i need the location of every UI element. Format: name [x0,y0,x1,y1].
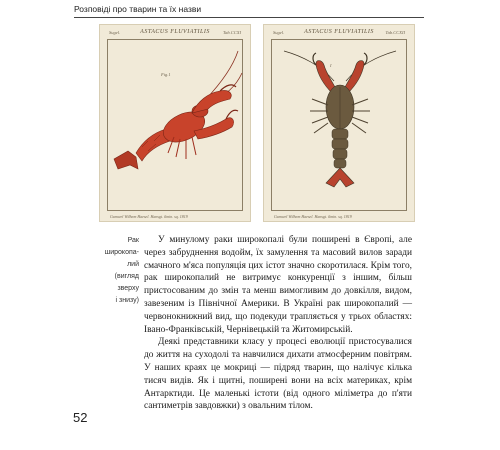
plate-caption: Gumwel Wilhem Haesel. Hansgt. ilmin. sq. 1819 [110,214,188,219]
plate-tag-left: Sugel. [109,30,121,35]
figure-label: I [330,63,332,68]
margin-caption [103,235,139,307]
body-text [144,234,412,413]
crayfish-top-illustration [272,41,408,207]
plate-tag-right: Tab.CCXI [223,30,241,35]
page-number: 52 [73,410,88,425]
plate-tag-left: Sugel. [273,30,285,35]
plate-title: ASTACUS FLUVIATILIS [140,29,210,35]
plate-tag-right: Tab.CCXII [385,30,405,35]
margin-caption-line: і знизу) [115,297,139,304]
margin-caption-line: зверху [117,285,139,292]
margin-caption-line: широкопа- [104,249,139,256]
running-head: Розповіді про тварин та їх назви [74,4,424,18]
figure-label: Fig.1 [161,72,171,77]
paragraph: Деякі представники класу у процесі еволюції пристосувалися до життя на суходолі та навчилися дихати атмосферним повітрям. У наших краях це мокриці — підряд тварин, що налічує кілька тисяч видів. Як і щитні, поширені вони на всіх материках, крім Антарктиди. Це маленькі істоти (від одного міліметра до п'яти сантиметрів завдовжки) з овальним тілом. [144,337,412,412]
plate-title: ASTACUS FLUVIATILIS [304,29,374,35]
paragraph: У минулому раки широкопалі були поширені в Європі, але через забруднення водойм, їх замулення та масовий вилов заради смачного м'яса популяція цих істот значно скоротилася. Крім того, рак широкопалий не витримує конкуренції з іншим, більш пристосованим до змін та менш вимогливим до довкілля, видом, завезеним із Північної Америки. В Україні рак широкопалий — червонокнижний вид, що подекуди трапляється у трьох областях: Івано-Франківській, Чернівецькій та Житомирській. [144,235,412,335]
margin-caption-line: (вигляд [114,273,139,280]
illustration-plate-side-view [99,24,251,222]
margin-caption-line: Рак [127,237,139,244]
crayfish-side-illustration [108,41,244,207]
plate-caption: Gumwel Wilhem Haesel. Hansgt. ilmin. sq. 1819 [274,214,352,219]
illustration-plate-top-view [263,24,415,222]
margin-caption-line: лий [127,261,139,268]
